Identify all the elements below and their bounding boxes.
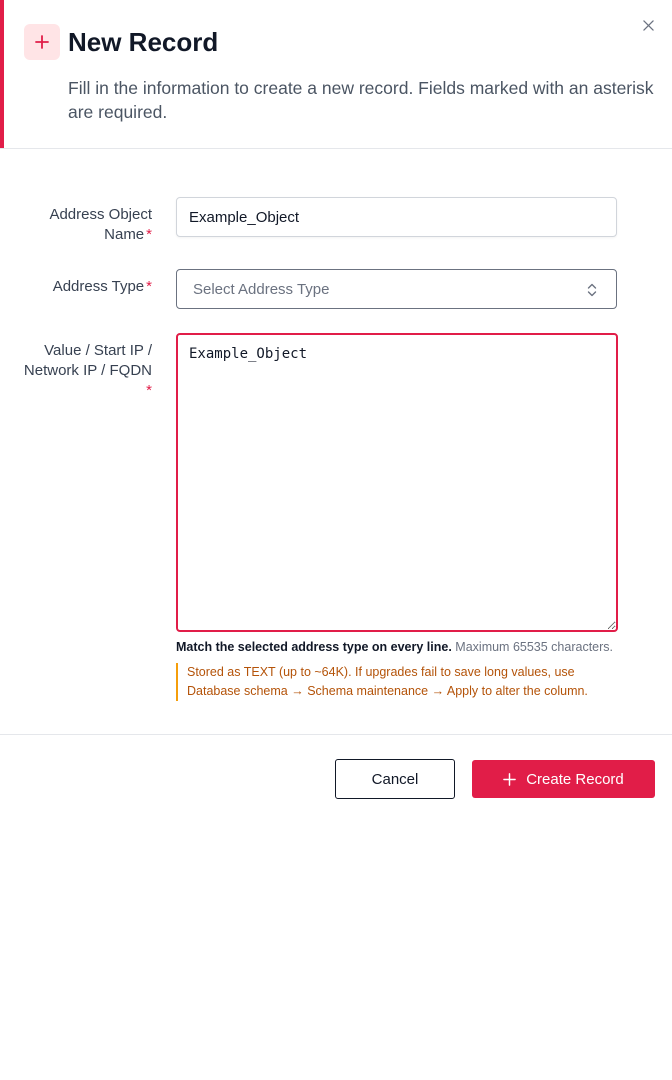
create-record-label: Create Record: [526, 770, 624, 788]
value-label: [12, 341, 152, 401]
required-marker: *: [146, 382, 152, 399]
plus-icon: [34, 34, 50, 50]
create-record-button[interactable]: [472, 760, 655, 798]
address-object-name-label-text: Address Object Name: [49, 206, 152, 243]
address-type-label: [12, 277, 152, 297]
header-plus-icon: [24, 24, 60, 60]
value-textarea[interactable]: [176, 333, 618, 632]
plus-icon: [503, 773, 516, 786]
value-hint-max-length: Maximum 65535 characters.: [455, 640, 613, 654]
value-label-text: Value / Start IP / Network IP / FQDN: [23, 342, 152, 379]
close-icon: [643, 20, 654, 31]
dialog-title: New Record: [68, 27, 219, 57]
storage-warning: Stored as TEXT (up to ~64K). If upgrades fail to save long values, use Database schema → Schema maintenance → Apply to alter the column.: [176, 663, 626, 701]
header-accent-bar: [0, 0, 4, 148]
cancel-button[interactable]: Cancel: [335, 759, 455, 799]
address-type-select[interactable]: [176, 269, 617, 309]
value-hint: [176, 638, 636, 656]
address-type-placeholder: Select Address Type: [193, 281, 330, 298]
address-object-name-input[interactable]: [176, 197, 617, 237]
close-button[interactable]: [639, 16, 657, 34]
address-type-label-text: Address Type: [52, 278, 145, 295]
dialog-description: Fill in the information to create a new record. Fields marked with an asterisk are required.: [68, 78, 654, 122]
address-object-name-label: [12, 205, 152, 245]
value-hint-strong: Match the selected address type on every line.: [176, 640, 452, 654]
required-marker: *: [146, 226, 152, 243]
required-marker: *: [146, 278, 152, 295]
dialog-header: [0, 0, 672, 149]
chevron-up-down-icon: [585, 282, 599, 298]
